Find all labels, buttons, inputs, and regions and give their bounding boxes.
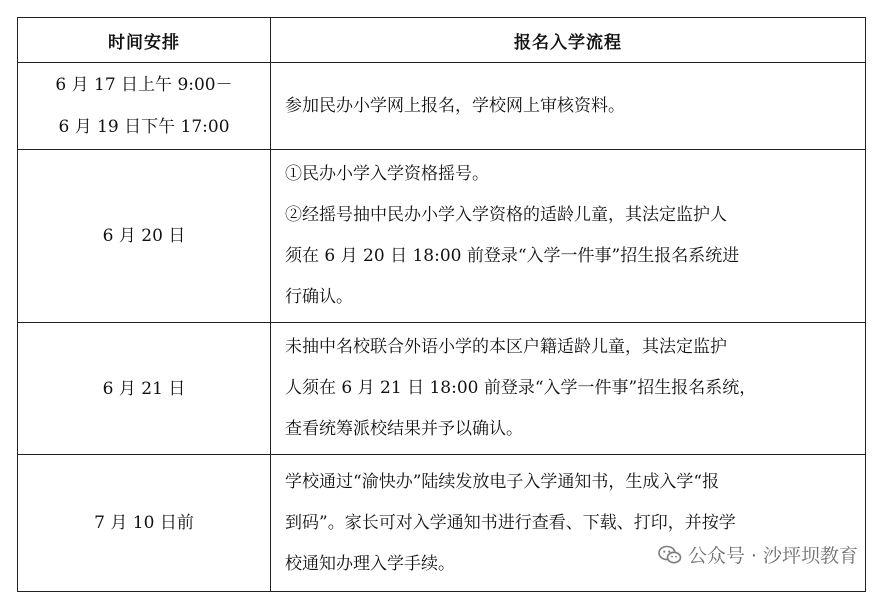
header-process: 报名入学流程 (271, 18, 866, 63)
time-line: 6 月 21 日 (102, 378, 186, 399)
time-cell (18, 150, 271, 323)
time-line: 6 月 20 日 (102, 226, 186, 246)
time-line: 6 月 19 日下午 17:00 (58, 117, 230, 137)
process-line: 校通知办理入学手续。 (285, 553, 455, 574)
time-line: 6 月 17 日上午 9:00－ (55, 75, 233, 95)
time-cell (18, 455, 271, 592)
process-line: 须在 6 月 20 日 18:00 前登录“入学一件事”招生报名系统进 (285, 246, 740, 266)
process-cell (271, 150, 866, 323)
process-line: ②经摇号抽中民办小学入学资格的适龄儿童，其法定监护人 (285, 205, 727, 225)
process-cell (271, 455, 866, 592)
header-time: 时间安排 (18, 18, 271, 63)
process-line: ①民办小学入学资格摇号。 (285, 164, 489, 184)
wechat-icon (658, 545, 682, 565)
table-row (18, 455, 866, 592)
time-line: 7 月 10 日前 (94, 513, 194, 533)
watermark-text: 公众号 · 沙坪坝教育 (687, 545, 858, 567)
process-cell (271, 323, 866, 455)
table-row (18, 150, 866, 323)
process-line: 参加民办小学网上报名，学校网上审核资料。 (285, 95, 625, 116)
wechat-watermark (658, 541, 858, 568)
process-line: 未抽中名校联合外语小学的本区户籍适龄儿童，其法定监护 (285, 337, 727, 357)
table-header-row (18, 18, 866, 63)
enrollment-schedule-table (17, 17, 866, 592)
process-line: 到码”。家长可对入学通知书进行查看、下载、打印，并按学 (285, 512, 736, 533)
time-cell (18, 63, 271, 150)
process-cell (271, 63, 866, 150)
process-line: 行确认。 (285, 287, 353, 307)
process-line: 学校通过“渝快办”陆续发放电子入学通知书，生成入学“报 (285, 471, 720, 492)
table-row (18, 63, 866, 150)
process-line: 人须在 6 月 21 日 18:00 前登录“入学一件事”招生报名系统， (285, 378, 757, 398)
process-line: 查看统筹派校结果并予以确认。 (285, 419, 523, 439)
table-row (18, 323, 866, 455)
time-cell (18, 323, 271, 455)
